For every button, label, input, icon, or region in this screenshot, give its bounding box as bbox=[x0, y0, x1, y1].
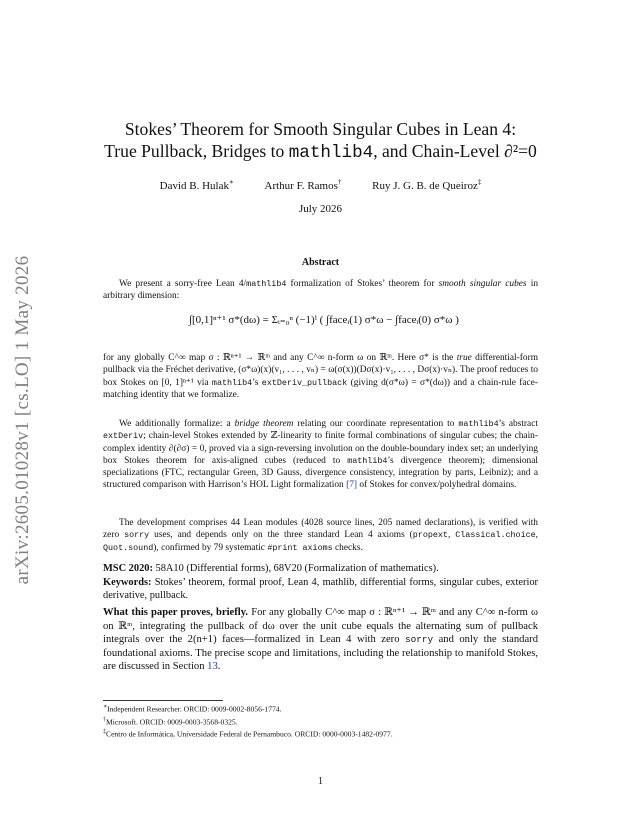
arxiv-sidebar-stamp bbox=[8, 230, 38, 610]
title-line-1: Stokes’ Theorem for Smooth Singular Cubes in Lean 4: bbox=[124, 119, 517, 139]
author-2: Arthur F. Ramos† bbox=[264, 178, 342, 192]
footnotes bbox=[103, 702, 538, 740]
stokes-equation bbox=[103, 313, 538, 343]
publication-date: July 2026 bbox=[298, 203, 343, 215]
page-number: 1 bbox=[318, 776, 323, 787]
title-mathlib-mono: mathlib4 bbox=[288, 143, 374, 163]
arxiv-identifier: arXiv:2605.01028v1 [cs.LO] 1 May 2026 bbox=[12, 255, 33, 585]
abstract-paragraph-1: We present a sorry-free Lean 4/mathlib4 formalization of Stokes’ theorem for smooth singular cubes in arbitrary dimension: bbox=[103, 279, 539, 302]
author-3: Ruy J. G. B. de Queiroz‡ bbox=[372, 178, 482, 192]
footnote-3: ‡Centro de Informática, Universidade Federal de Pernambuco. ORCID: 0000-0003-1482-0977. bbox=[103, 729, 393, 739]
keywords: Keywords: Stokes’ theorem, formal proof, Lean 4, mathlib, differential forms, singular cubes, exterior derivative, pullback. bbox=[103, 577, 538, 601]
intro-lead: What this paper proves, briefly. bbox=[103, 607, 249, 618]
abstract-paragraph-3: We additionally formalize: a bridge theorem relating our coordinate representation to mathlib4’s abstract extDeriv; chain-level Stokes extended by ℤ-linearity to finite formal combinations of singular cubes; the chain-complex identity ∂(∂σ) = 0, proved via a sign-reversing involution on the double-boundary index set; an underlying box Stokes theorem for axis-aligned cubes (reduced to mathlib4’s divergence theorem); dimensional specializations (FTC, rectangular Green, 3D Gauss, divergence consistency, integration by parts, Leibniz); and a structured comparison with Harrison’s HOL Light formalization [7] of Stokes for convex/polyhedral domains. bbox=[103, 419, 538, 491]
msc-classification: MSC 2020: 58A10 (Differential forms), 68V20 (Formalization of mathematics). bbox=[103, 563, 439, 574]
abstract-paragraph-2: for any globally C^∞ map σ : ℝⁿ⁺¹ → ℝᵐ and any C^∞ n-form ω on ℝᵐ. Here σ* is the true differential-form pullback via the Fréchet derivative, (σ*ω)(x)(v₁, . . . , vₙ) = ω(σ(x))(Dσ(x)·v₁, . . . , Dσ(x)·vₙ). The proof reduces to box Stokes on [0, 1]ⁿ⁺¹ via mathlib4’s extDeriv_pullback (giving d(σ*ω) = σ*(dω)) and a chain-rule face-matching identity that we formalize. bbox=[103, 353, 538, 400]
footnote-rule bbox=[103, 700, 223, 701]
paper-title bbox=[103, 118, 538, 164]
footnote-2: †Microsoft. ORCID: 0009-0003-3568-0325. bbox=[103, 716, 238, 727]
intro-paragraph: What this paper proves, briefly. For any globally C^∞ map σ : ℝⁿ⁺¹ → ℝᵐ and any C^∞ n-form ω on ℝᵐ, integrating the pullback of dω over the unit cube equals the alternating sum of pullback integrals over the 2(n+1) faces—formalized in Lean 4 with zero sorry and only the standard foundational axioms. The precise scope and limitations, including the relationship to manifold Stokes, are discussed in Section 13. bbox=[103, 607, 538, 673]
abstract-heading: Abstract bbox=[301, 257, 340, 268]
footnote-1: ∗Independent Researcher. ORCID: 0009-0002-8056-1774. bbox=[103, 704, 282, 714]
citation-link-7[interactable]: [7] bbox=[346, 480, 358, 491]
section-link-13[interactable]: 13 bbox=[207, 661, 218, 673]
abstract-paragraph-4: The development comprises 44 Lean modules (4028 source lines, 205 named declarations), is verified with zero sorry uses, and depends only on the three standard Lean 4 axioms (propext, Classical.choice, Quot.sound), confirmed by 79 systematic #print axioms checks. bbox=[103, 518, 539, 553]
author-1: David B. Hulak∗ bbox=[159, 178, 234, 192]
title-line-2: True Pullback, Bridges to mathlib4, and Chain-Level ∂²=0 bbox=[104, 141, 537, 163]
author-list bbox=[103, 178, 538, 192]
equation-text: ∫[0,1]ⁿ⁺¹ σ*(dω) = Σᵢ₌₀ⁿ (−1)ⁱ ( ∫faceᵢ(1) σ*ω − ∫faceᵢ(0) σ*ω ) bbox=[189, 314, 459, 326]
